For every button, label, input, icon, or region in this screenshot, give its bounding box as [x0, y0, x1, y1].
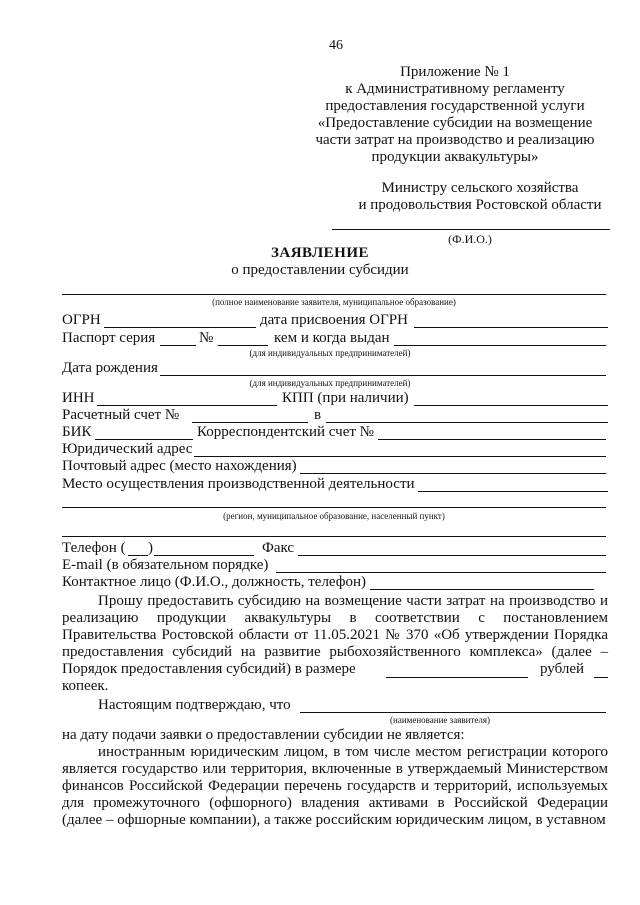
- appendix-line: предоставления государственной услуги: [325, 98, 585, 114]
- appendix-line: части затрат на производство и реализацию: [315, 132, 595, 148]
- ogrn-date-input[interactable]: [414, 327, 608, 328]
- phone-code-input[interactable]: [128, 555, 148, 556]
- request-paragraph: Прошу предоставить субсидию на возмещение части затрат на производство и реализацию продукции аквакультуры в соответствии с постановлением Правительства Ростовской области от 11.05.2021 № 370 «Об утверждении Порядка предоставления субсидий на развитие рыбохозяйственного комплекса» (далее – Порядок предоставления субсидий) в размере: [62, 593, 608, 677]
- addressee-line: и продовольствия Ростовской области: [358, 197, 602, 213]
- email-input[interactable]: [276, 572, 606, 573]
- bik-input[interactable]: [95, 439, 193, 440]
- activity-place-input-2[interactable]: [62, 507, 606, 508]
- kpp-label: КПП (при наличии): [282, 390, 409, 406]
- passport-issued-input[interactable]: [394, 345, 606, 346]
- fax-input[interactable]: [298, 555, 606, 556]
- appendix-line: к Административному регламенту: [345, 81, 565, 97]
- birth-date-input[interactable]: [160, 375, 606, 376]
- passport-number-label: №: [199, 330, 214, 346]
- contact-input[interactable]: [370, 589, 594, 590]
- bank-label: в: [314, 407, 322, 423]
- corr-account-label: Корреспондентский счет №: [197, 424, 374, 440]
- confirm-applicant-input[interactable]: [300, 712, 606, 713]
- ogrn-input[interactable]: [104, 327, 256, 328]
- region-caption: (регион, муниципальное образование, населенный пункт): [223, 511, 445, 521]
- inn-input[interactable]: [97, 405, 277, 406]
- applicant-name-caption: (наименование заявителя): [390, 715, 490, 725]
- confirm-tail: на дату подачи заявки о предоставлении субсидии не является:: [62, 727, 465, 743]
- individuals-caption: (для индивидуальных предпринимателей): [249, 348, 411, 358]
- postal-address-input[interactable]: [300, 473, 606, 474]
- passport-number-input[interactable]: [218, 345, 268, 346]
- page-number: 46: [329, 38, 343, 53]
- bank-input[interactable]: [326, 422, 608, 423]
- kpp-input[interactable]: [414, 405, 608, 406]
- legal-address-label: Юридический адрес: [62, 441, 193, 457]
- fio-line[interactable]: [332, 229, 610, 230]
- ogrn-date-label: дата присвоения ОГРН: [260, 312, 408, 328]
- extra-line[interactable]: [62, 536, 606, 537]
- phone-close-paren: ): [148, 540, 153, 556]
- individuals-caption: (для индивидуальных предпринимателей): [249, 378, 411, 388]
- rubles-label: рублей: [540, 661, 585, 677]
- confirm-label: Настоящим подтверждаю, что: [98, 697, 291, 713]
- applicant-name-line[interactable]: [62, 294, 606, 295]
- corr-account-input[interactable]: [378, 439, 606, 440]
- account-label: Расчетный счет №: [62, 407, 180, 423]
- amount-rubles-input[interactable]: [386, 677, 528, 678]
- activity-place-label: Место осуществления производственной деятельности: [62, 476, 415, 492]
- addressee-line: Министру сельского хозяйства: [381, 180, 579, 196]
- bik-label: БИК: [62, 424, 92, 440]
- appendix-line: продукции аквакультуры»: [371, 149, 539, 165]
- passport-series-label: Паспорт серия: [62, 330, 156, 346]
- account-input[interactable]: [192, 422, 308, 423]
- passport-series-input[interactable]: [160, 345, 196, 346]
- postal-address-label: Почтовый адрес (место нахождения): [62, 458, 297, 474]
- kopecks-label: копеек.: [62, 678, 109, 694]
- inn-label: ИНН: [62, 390, 95, 406]
- applicant-caption: (полное наименование заявителя, муниципальное образование): [212, 297, 456, 307]
- phone-label: Телефон (: [62, 540, 126, 556]
- amount-kopecks-input[interactable]: [594, 677, 608, 678]
- legal-address-input[interactable]: [194, 456, 606, 457]
- contact-label: Контактное лицо (Ф.И.О., должность, телефон): [62, 574, 367, 590]
- birth-date-label: Дата рождения: [62, 360, 158, 376]
- appendix-line: «Предоставление субсидии на возмещение: [317, 115, 593, 131]
- activity-place-input[interactable]: [418, 491, 608, 492]
- email-label: E-mail (в обязательном порядке): [62, 557, 269, 573]
- fio-caption: (Ф.И.О.): [448, 232, 492, 246]
- document-subtitle: о предоставлении субсидии: [231, 262, 409, 278]
- foreign-entity-paragraph: иностранным юридическим лицом, в том числе местом регистрации которого является государство или территория, включенные в утверждаемый Министерством финансов Российской Федерации перечень государств и территорий, используемых для промежуточного (офшорного) владения активами в Российской Федерации (далее – офшорные компании), а также российским юридическим лицом, в уставном: [62, 744, 608, 828]
- document-title: ЗАЯВЛЕНИЕ: [270, 245, 370, 261]
- appendix-line: Приложение № 1: [400, 64, 510, 80]
- fax-label: Факс: [262, 540, 295, 556]
- phone-input[interactable]: [154, 555, 254, 556]
- passport-issued-label: кем и когда выдан: [274, 330, 390, 346]
- ogrn-label: ОГРН: [62, 312, 101, 328]
